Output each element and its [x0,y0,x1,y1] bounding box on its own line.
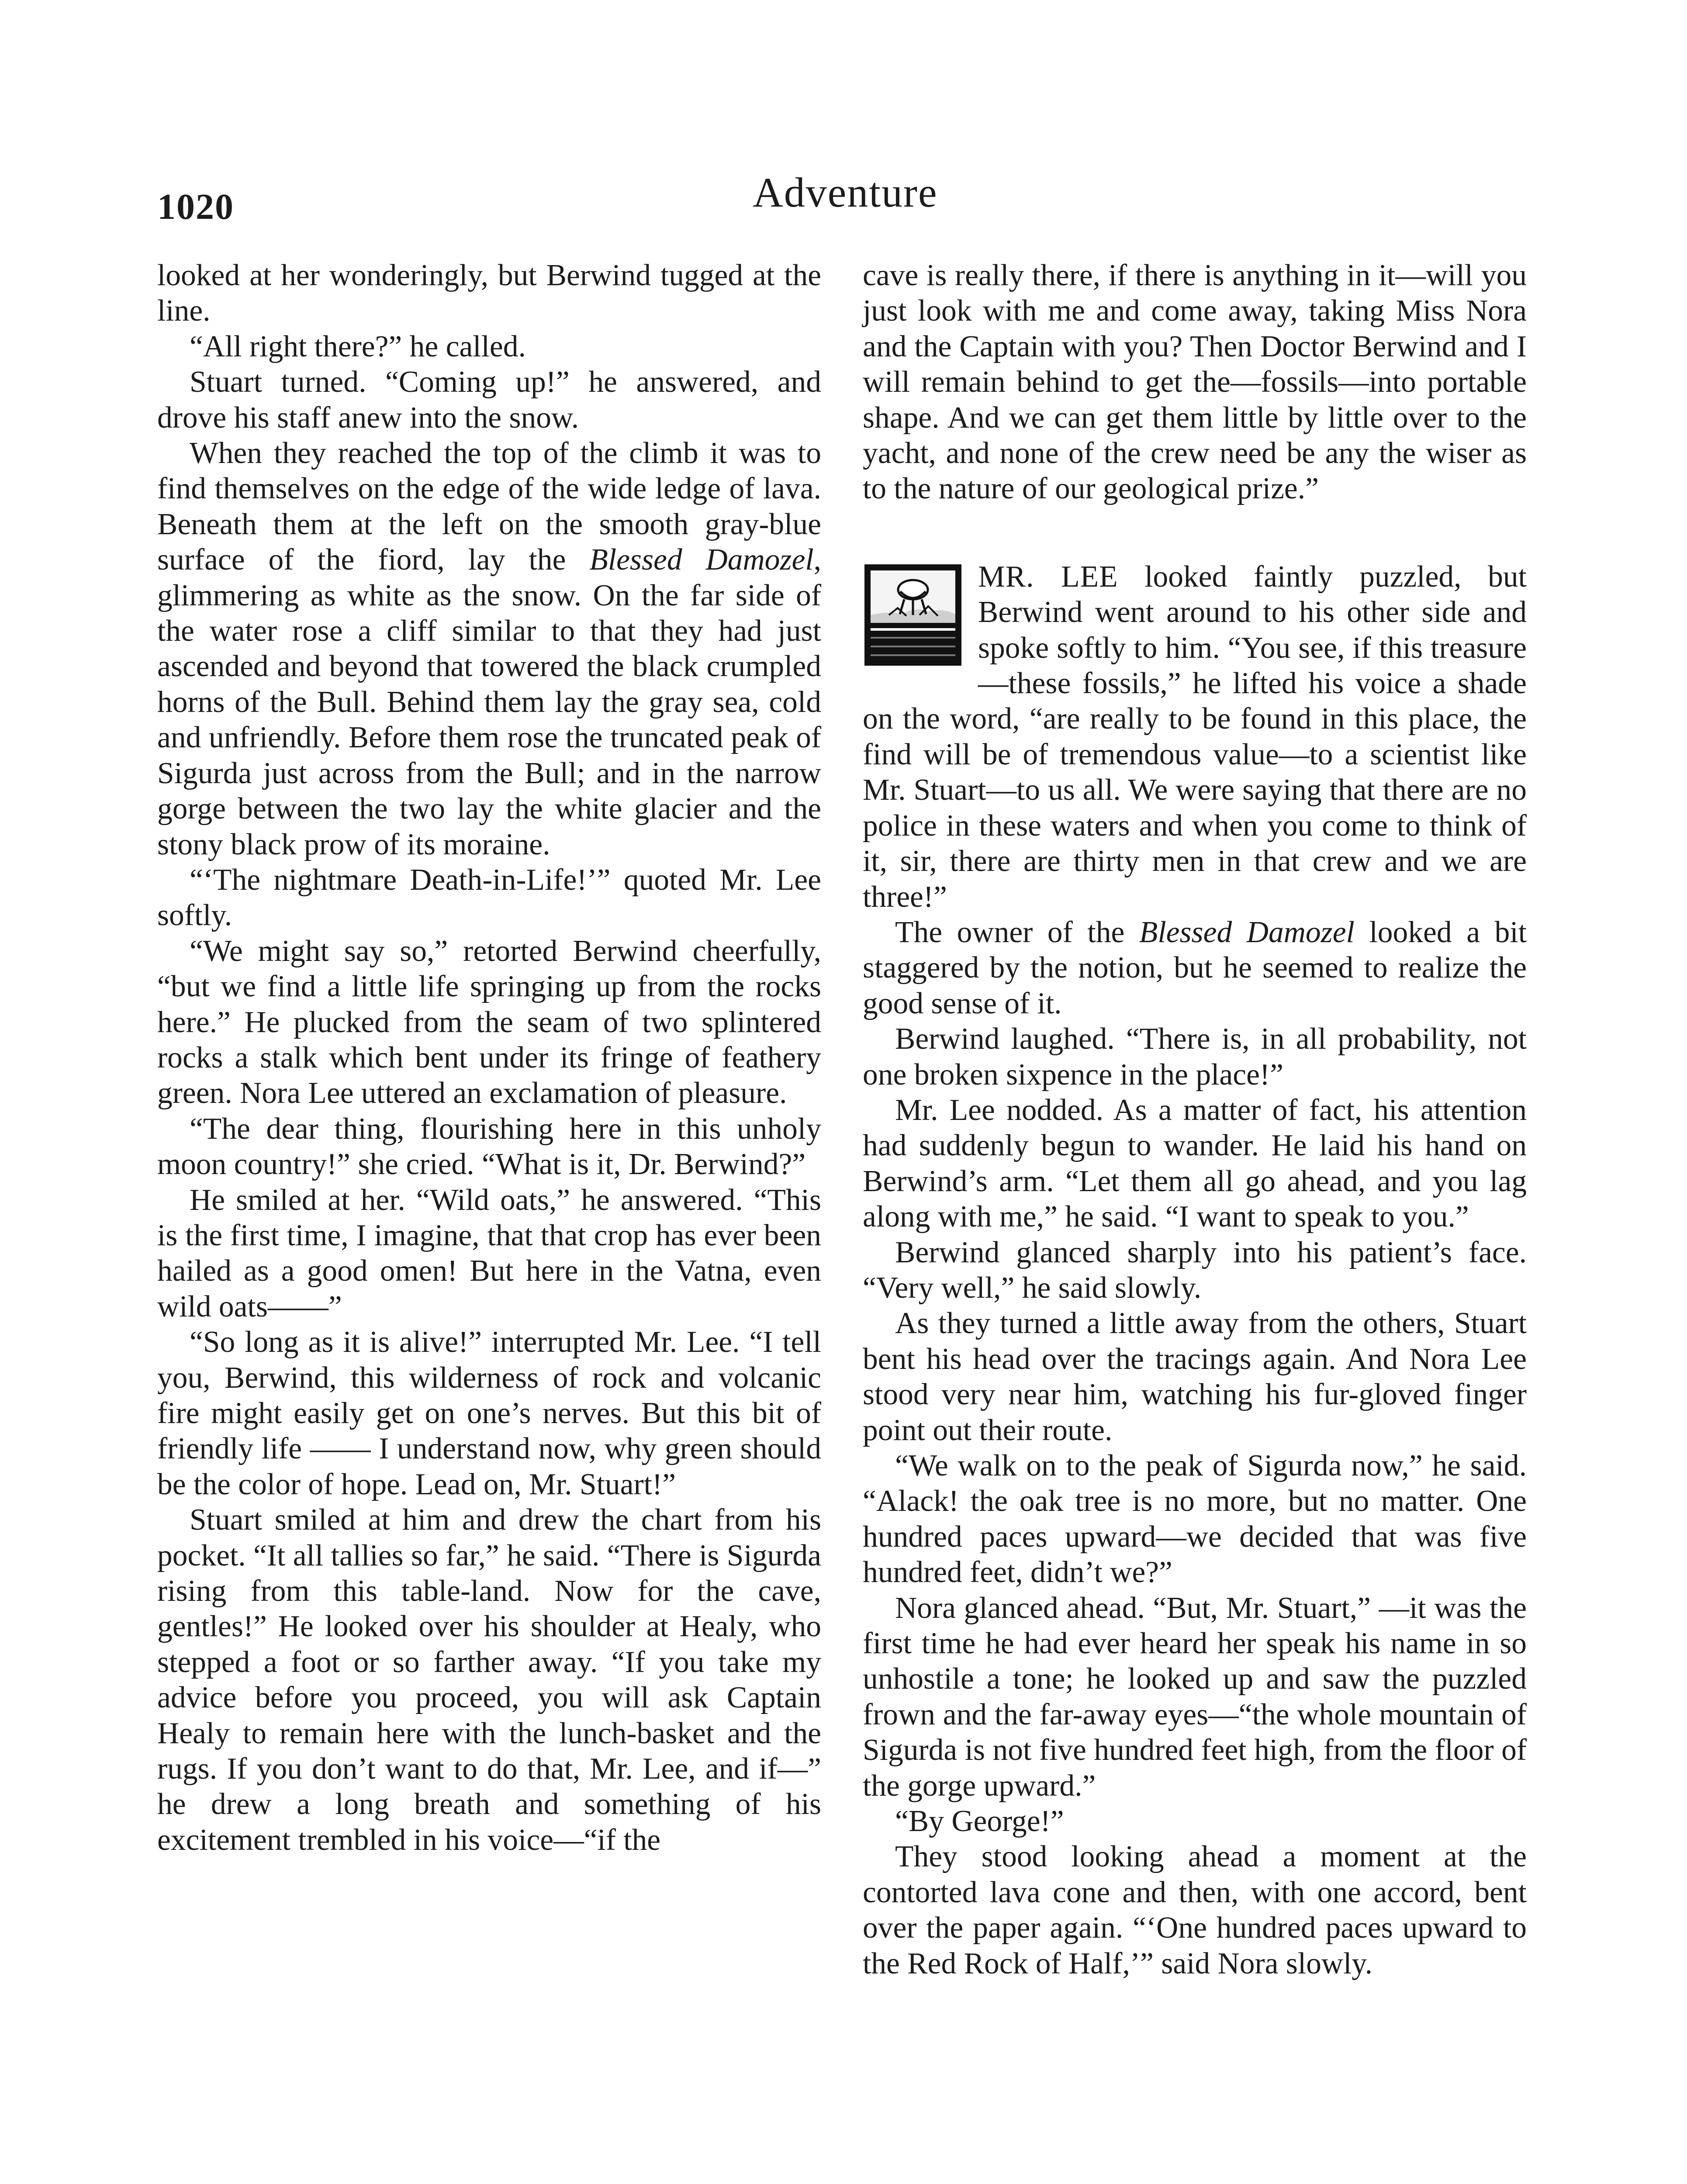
paragraph: Stuart turned. “Coming up!” he answered, and drove his staff anew into the snow. [157,365,821,435]
paragraph-text: When they reached the top of the climb it was to find themselves on the edge of the wide ledge of lava. Beneath them at the left on the smooth gray-blue surface of the fiord, lay the [157,436,821,577]
right-column [863,258,1527,1981]
paragraph-text: , glimmering as white as the snow. On the far side of the water rose a cliff similar to that they had just ascended and beyond that towered the black crumpled horns of the Bull. Behind them lay the gray sea, cold and unfriendly. Before them rose the truncated peak of Sigurda just across from the Bull; and in the narrow gorge between the two lay the white glacier and the stony black prow of its moraine. [157,543,822,861]
paragraph: Berwind laughed. “There is, in all probability, not one broken sixpence in the place!” [863,1022,1527,1092]
paragraph: “By George!” [895,1804,1064,1838]
paragraph: “‘The nightmare Death-in-Life!’” quoted Mr. Lee softly. [157,863,821,933]
paragraph-text: The owner of the [895,915,1139,949]
paragraph: “All right there?” he called. [190,329,526,363]
paragraph: cave is really there, if there is anything in it—will you just look with me and come away, taking Miss Nora and the Captain with you? Then Doctor Berwind and I will remain behind to get the—fossils—into portable shape. And we can get them little by little over to the yacht, and none of the crew need be any the wiser as to the nature of our geological prize.” [863,259,1527,506]
illustrated-dropcap-icon [863,563,963,667]
page-header [157,168,1533,229]
paragraph: looked at her wonderingly, but Berwind tugged at the line. [157,259,821,328]
paragraph: Mr. Lee nodded. As a matter of fact, his attention had suddenly begun to wander. He laid his hand on Berwind’s arm. “Let them all go ahead, and you lag along with me,” he said. “I want to speak to you.” [863,1093,1527,1234]
paragraph: He smiled at her. “Wild oats,” he answered. “This is the first time, I imagine, that that crop has ever been hailed as a good omen! But here in the Vatna, even wild oats——” [157,1183,821,1324]
paragraph: They stood looking ahead a moment at the contorted lava cone and then, with one accord, bent over the paper again. “‘One hundred paces upward to the Red Rock of Half,’” said Nora slowly. [863,1840,1527,1980]
paragraph: “We might say so,” retorted Berwind cheerfully, “but we find a little life springing up from the rocks here.” He plucked from the seam of two splintered rocks a stalk which bent under its fringe of feathery green. Nora Lee uttered an exclamation of pleasure. [157,934,821,1110]
paragraph: “The dear thing, flourishing here in this unholy moon country!” she cried. “What is it, Dr. Berwind?” [157,1112,821,1182]
paragraph-text: looked faintly puzzled, but Berwind went around to his other side and spoke softly to him. “You see, if this treasure—these fossils,” he lifted his voice a shade on the word, “are really to be found in this place, the find will be of tremendous value—to a scientist like Mr. Stuart—to us all. We were saying that there are no police in these waters and when you come to think of it, sir, there are thirty men in that crew and we are three!” [863,560,1527,914]
left-column [157,258,821,1858]
paragraph: As they turned a little away from the others, Stuart bent his head over the tracings again. And Nora Lee stood very near him, watching his fur-gloved finger point out their route. [863,1306,1527,1447]
paragraph [863,915,1527,1021]
paragraph [157,435,821,862]
paragraph: “So long as it is alive!” interrupted Mr. Lee. “I tell you, Berwind, this wilderness of rock and volcanic fire might easily get on one’s nerves. But this bit of friendly life —— I understand now, why green should be the color of hope. Lead on, Mr. Stuart!” [157,1325,821,1501]
paragraph: Berwind glanced sharply into his patient’s face. “Very well,” he said slowly. [863,1235,1527,1305]
ship-name: Blessed Damozel [1139,915,1355,949]
paragraph-text: looked a bit staggered by the notion, but he seemed to realize the good sense of it. [863,915,1527,1020]
lead-capitals: MR. LEE [978,560,1118,594]
paragraph: Nora glanced ahead. “But, Mr. Stuart,” —it was the first time he had ever heard her speak his name in so unhostile a tone; he looked up and saw the puzzled frown and the far-away eyes—“the whole mountain of Sigurda is not five hundred feet high, from the floor of the gorge upward.” [863,1591,1527,1803]
running-title: Adventure [753,169,938,216]
page-number: 1020 [157,187,234,227]
ship-name: Blessed Damozel [589,543,814,577]
paragraph: Stuart smiled at him and drew the chart from his pocket. “It all tallies so far,” he said. “There is Sigurda rising from this table-land. Now for the cave, gentles!” He looked over his shoulder at Healy, who stepped a foot or so farther away. “If you take my advice before you proceed, you will ask Captain Healy to remain here with the lunch-basket and the rugs. If you don’t want to do that, Mr. Lee, and if—” he drew a long breath and something of his excitement trembled in his voice—“if the [157,1503,821,1857]
paragraph [863,559,1527,915]
paragraph: “We walk on to the peak of Sigurda now,” he said. “Alack! the oak tree is no more, but no matter. One hundred paces upward—we decided that was five hundred feet, didn’t we?” [863,1449,1527,1590]
